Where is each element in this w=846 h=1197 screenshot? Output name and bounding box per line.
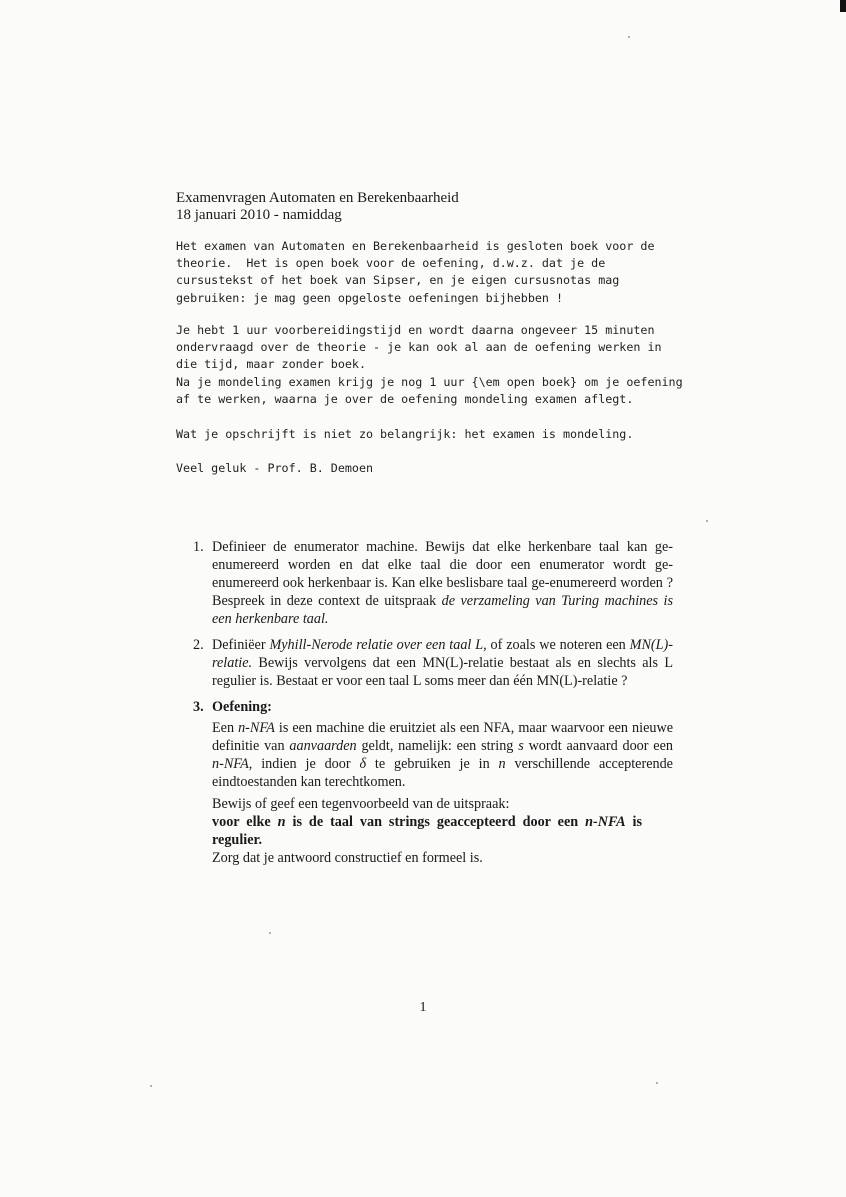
question-text: Definiëer [212,637,270,653]
question-emphasis: de verzameling van Turing machines is een herkenbare taal. [212,593,673,627]
exercise-title: Oefening: [212,699,272,715]
question-body [212,698,673,867]
scan-edge-mark [840,0,846,12]
page-number: 1 [419,1000,427,1015]
exercise-definition: Een n-NFA is een machine die eruitziet als een NFA, maar waarvoor een nieuwe definitie van aanvaarden geldt, namelijk: een string s wordt aanvaard door een n-NFA, indien je door δ te gebruiken je in n verschillende accepterende eindtoestanden kan terechtkomen. [212,720,673,790]
intro-paragraph-schedule: Je hebt 1 uur voorbereidingstijd en wordt daarna ongeveer 15 minuten ondervraagd over de theorie - je kan ook al aan de oefening werken in die tijd, maar zonder boek. Na je mondeling examen krijg je nog 1 uur {\em open boek} om je oefening af te werken, waarna je over de oefening mondeling examen aflegt. [176,323,683,406]
question-body [212,636,673,690]
exercise-closing: Zorg dat je antwoord constructief en formeel is. [212,850,483,866]
question-2 [193,636,673,690]
question-3 [193,698,673,867]
question-body [212,538,673,628]
question-emphasis: Myhill-Nerode relatie over een taal L [269,637,484,653]
question-number: 3. [193,699,204,715]
scan-speck [706,520,708,522]
scan-speck [269,932,271,934]
question-text: Definieer de enumerator machine. Bewijs dat elke herkenbare taal kan ge-enumereerd worden en dat elke taal die door een enumerator wordt ge-enumereerd ook herkenbaar is. Kan elke beslisbare taal ge-enumereerd worden ? Bespreek in deze context de uitspraak [212,539,673,609]
question-text: , of zoals we noteren een [483,637,630,653]
question-list [193,538,673,875]
question-number: 2. [193,637,204,653]
exercise-statement: voor elke n is de taal van strings geaccepteerd door een n-NFA is regulier. [212,814,643,848]
intro-paragraph-oral: Wat je opschrijft is niet zo belangrijk: het examen is mondeling. [176,427,634,441]
intro-signature: Veel geluk - Prof. B. Demoen [176,461,374,475]
exam-header [176,190,459,224]
question-1 [193,538,673,628]
intro-paragraph-rules: Het examen van Automaten en Berekenbaarheid is gesloten boek voor de theorie. Het is open boek voor de oefening, d.w.z. dat je de cursustekst of het boek van Sipser, en je eigen cursusnotas mag gebruiken: je mag geen opgeloste oefeningen bijhebben ! [176,239,655,305]
question-emphasis: MN(L)-relatie. [212,637,673,671]
exam-title: Examenvragen Automaten en Berekenbaarheid [176,190,459,206]
exercise-prompt: Bewijs of geef een tegenvoorbeeld van de uitspraak: [212,796,510,812]
scan-speck [150,1085,152,1087]
scan-speck [628,36,630,38]
scan-speck [656,1082,658,1084]
question-number: 1. [193,539,204,555]
question-text: Bewijs vervolgens dat een MN(L)-relatie bestaat als en slechts als L regulier is. Bestaat er voor een taal L soms meer dan één MN(L)-relatie ? [212,655,673,689]
exam-date: 18 januari 2010 - namiddag [176,207,342,223]
